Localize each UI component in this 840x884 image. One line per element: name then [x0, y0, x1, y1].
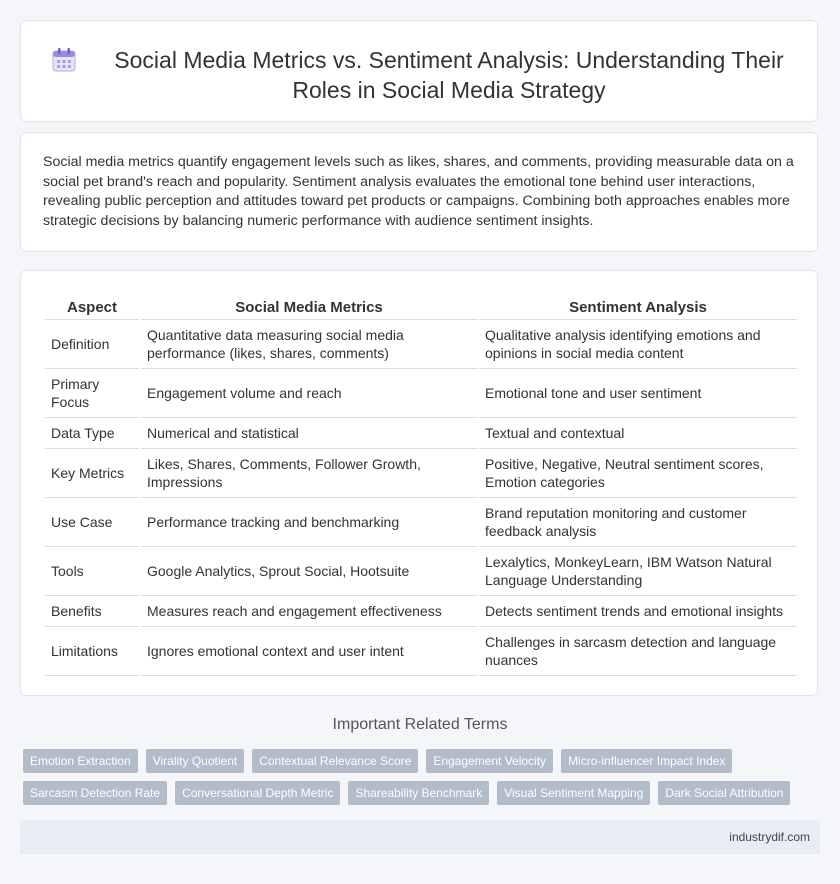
- table-row: [45, 627, 797, 676]
- row-metrics-cell: Likes, Shares, Comments, Follower Growth, Impressions: [141, 449, 477, 498]
- header-social-media-metrics: Social Media Metrics: [141, 291, 477, 320]
- table-row: [45, 547, 797, 596]
- row-aspect: Definition: [45, 320, 139, 369]
- row-metrics-cell: Ignores emotional context and user intent: [141, 627, 477, 676]
- table-row: [45, 498, 797, 547]
- tag-emotion-extraction[interactable]: Emotion Extraction: [23, 749, 138, 773]
- row-metrics-cell: Quantitative data measuring social media performance (likes, shares, comments): [141, 320, 477, 369]
- row-sentiment-cell: Qualitative analysis identifying emotions and opinions in social media content: [479, 320, 797, 369]
- table-row: [45, 369, 797, 418]
- tag-row: [23, 781, 823, 805]
- intro-card: [20, 132, 818, 252]
- row-aspect: Primary Focus: [45, 369, 139, 418]
- row-sentiment-cell: Textual and contextual: [479, 418, 797, 449]
- tag-engagement-velocity[interactable]: Engagement Velocity: [426, 749, 553, 773]
- row-aspect: Key Metrics: [45, 449, 139, 498]
- tag-visual-sentiment-mapping[interactable]: Visual Sentiment Mapping: [497, 781, 650, 805]
- row-aspect: Tools: [45, 547, 139, 596]
- tag-sarcasm-detection-rate[interactable]: Sarcasm Detection Rate: [23, 781, 167, 805]
- tag-shareability-benchmark[interactable]: Shareability Benchmark: [348, 781, 489, 805]
- row-metrics-cell: Google Analytics, Sprout Social, Hootsuite: [141, 547, 477, 596]
- header-sentiment-analysis: Sentiment Analysis: [479, 291, 797, 320]
- row-aspect: Limitations: [45, 627, 139, 676]
- table-header-row: [45, 291, 797, 320]
- footer: [20, 820, 820, 854]
- row-aspect: Benefits: [45, 596, 139, 627]
- tag-micro-influencer-impact-index[interactable]: Micro-influencer Impact Index: [561, 749, 732, 773]
- row-metrics-cell: Performance tracking and benchmarking: [141, 498, 477, 547]
- row-sentiment-cell: Emotional tone and user sentiment: [479, 369, 797, 418]
- calendar-icon: [51, 47, 77, 73]
- related-terms-tags: [23, 749, 823, 813]
- tag-conversational-depth-metric[interactable]: Conversational Depth Metric: [175, 781, 340, 805]
- table-row: [45, 418, 797, 449]
- table-row: [45, 596, 797, 627]
- row-aspect: Data Type: [45, 418, 139, 449]
- comparison-table: [43, 291, 799, 676]
- row-sentiment-cell: Challenges in sarcasm detection and language nuances: [479, 627, 797, 676]
- row-metrics-cell: Measures reach and engagement effectiveness: [141, 596, 477, 627]
- title-card: [20, 20, 818, 122]
- row-metrics-cell: Numerical and statistical: [141, 418, 477, 449]
- row-metrics-cell: Engagement volume and reach: [141, 369, 477, 418]
- tag-contextual-relevance-score[interactable]: Contextual Relevance Score: [252, 749, 418, 773]
- intro-paragraph: Social media metrics quantify engagement levels such as likes, shares, and comments, providing measurable data on a social pet brand's reach and popularity. Sentiment analysis evaluates the emotional tone behind user interactions, revealing public perception and attitudes toward pet products or campaigns. Combining both approaches enables more strategic decisions by balancing numeric performance with audience sentiment insights.: [43, 154, 794, 229]
- row-aspect: Use Case: [45, 498, 139, 547]
- footer-source[interactable]: industrydif.com: [729, 830, 810, 844]
- row-sentiment-cell: Positive, Negative, Neutral sentiment scores, Emotion categories: [479, 449, 797, 498]
- tag-row: [23, 749, 823, 773]
- table-row: [45, 320, 797, 369]
- tag-virality-quotient[interactable]: Virality Quotient: [146, 749, 245, 773]
- row-sentiment-cell: Lexalytics, MonkeyLearn, IBM Watson Natural Language Understanding: [479, 547, 797, 596]
- related-terms-title: Important Related Terms: [332, 716, 508, 733]
- comparison-card: [20, 270, 818, 696]
- page-title: Social Media Metrics vs. Sentiment Analysis: Understanding Their Roles in Social Media Strategy: [114, 47, 784, 103]
- table-row: [45, 449, 797, 498]
- row-sentiment-cell: Detects sentiment trends and emotional insights: [479, 596, 797, 627]
- row-sentiment-cell: Brand reputation monitoring and customer feedback analysis: [479, 498, 797, 547]
- header-aspect: Aspect: [45, 291, 139, 320]
- tag-dark-social-attribution[interactable]: Dark Social Attribution: [658, 781, 790, 805]
